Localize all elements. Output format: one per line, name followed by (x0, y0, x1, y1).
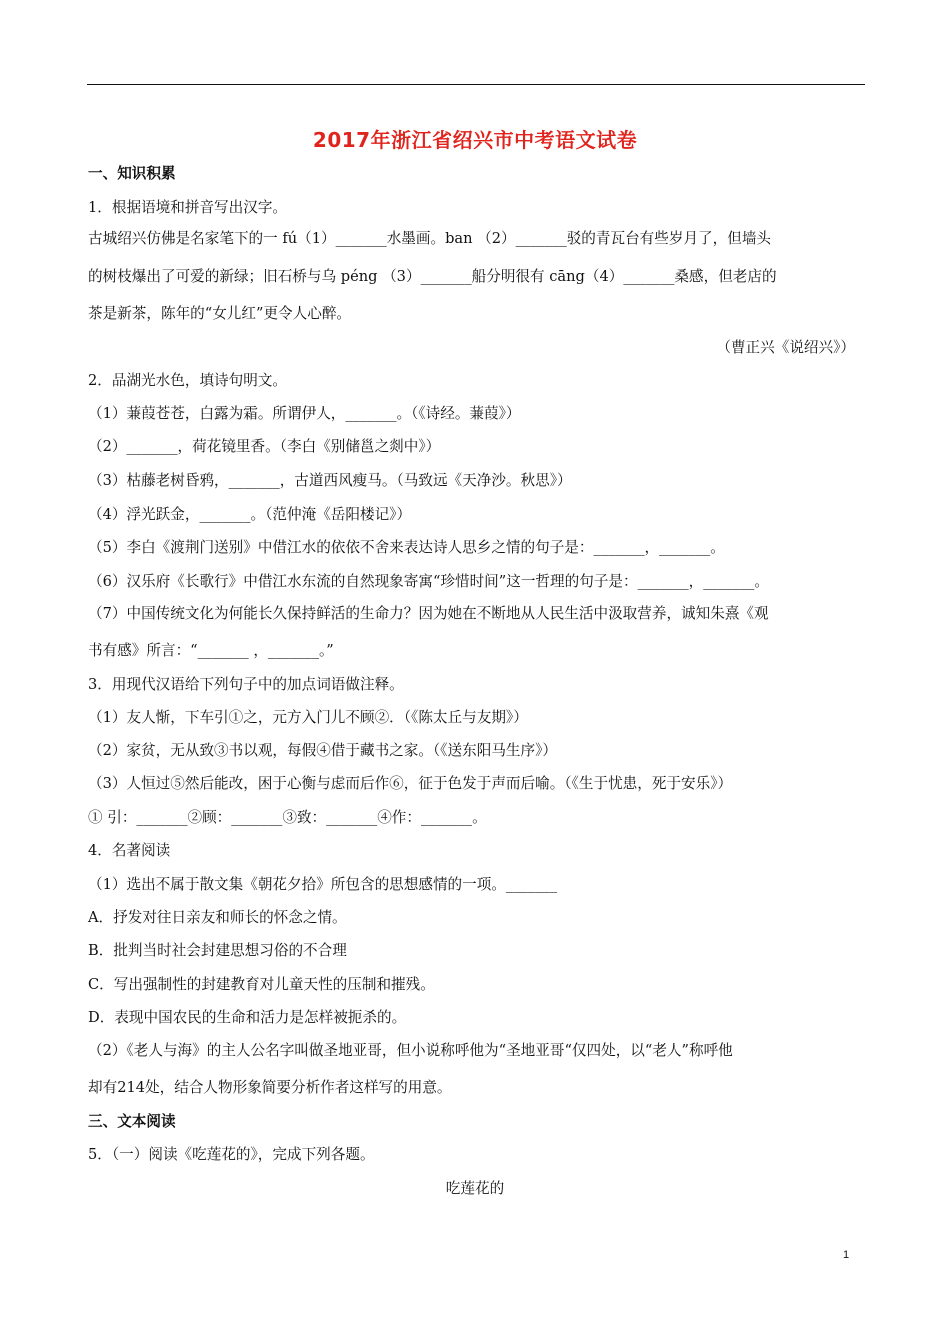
page-number: 1 (843, 1249, 850, 1261)
question-2-item-7-line-2: 书有感》所言：“_______ ，_______。” (88, 642, 334, 659)
question-4-option-c: C．写出强制性的封建教育对儿童天性的压制和摧残。 (88, 976, 435, 993)
question-4-item-2-line-2: 却有214处，结合人物形象简要分析作者这样写的用意。 (88, 1079, 452, 1096)
header-rule (87, 84, 865, 85)
question-1-title: 1．根据语境和拼音写出汉字。 (88, 199, 288, 216)
question-2-item-6: （6）汉乐府《长歌行》中借江水东流的自然现象寄寓“珍惜时间”这一哲理的句子是：_______，_______。 (88, 573, 769, 590)
question-2-item-7-line-1: （7）中国传统文化为何能长久保持鲜活的生命力？因为她在不断地从人民生活中汲取营养，诚知朱熹《观 (88, 605, 769, 622)
question-4-option-d: D．表现中国农民的生命和活力是怎样被扼杀的。 (88, 1009, 407, 1026)
question-2-item-1: （1）蒹葭苍苍，白露为霜。所谓伊人，_______。（《诗经。蒹葭》） (88, 405, 521, 422)
passage-heading: 吃莲花的 (445, 1180, 505, 1197)
section-heading-1: 一、知识积累 (88, 165, 176, 182)
section-heading-3: 三、文本阅读 (88, 1113, 176, 1130)
page-title: 2017年浙江省绍兴市中考语文试卷 (312, 128, 638, 152)
question-5-title: 5．（一）阅读《吃莲花的》，完成下列各题。 (88, 1146, 375, 1163)
question-4-option-a: A．抒发对往日亲友和师长的怀念之情。 (88, 909, 347, 926)
question-1-source: （曹正兴《说绍兴》） (716, 339, 855, 356)
question-4-option-b: B．批判当时社会封建思想习俗的不合理 (88, 942, 347, 959)
question-1-line-2: 的树枝爆出了可爱的新绿；旧石桥与乌 péng （3）_______船分明很有 cāng（4）_______桑感，但老店的 (88, 268, 777, 285)
question-2-item-3: （3）枯藤老树昏鸦，_______，古道西风瘦马。（马致远《天净沙。秋思》） (88, 472, 572, 489)
question-4-item-2-line-1: （2）《老人与海》的主人公名字叫做圣地亚哥，但小说称呼他为“圣地亚哥“仅四处，以“老人”称呼他 (88, 1042, 733, 1059)
question-3-title: 3．用现代汉语给下列句子中的加点词语做注释。 (88, 676, 404, 693)
question-3-item-3: （3）人恒过⑤然后能改，困于心衡与虑而后作⑥，征于色发于声而后喻。（《生于忧患，死于安乐》） (88, 775, 733, 792)
question-1-line-3: 茶是新茶，陈年的“女儿红”更令人心醉。 (88, 305, 352, 322)
question-4-title: 4．名著阅读 (88, 842, 171, 859)
question-1-line-1: 古城绍兴仿佛是名家笔下的一 fú（1）_______水墨画。ban （2）_______驳的青瓦台有些岁月了，但墙头 (88, 230, 772, 247)
question-2-title: 2．品湖光水色，填诗句明文。 (88, 372, 288, 389)
question-4-item-1: （1）选出不属于散文集《朝花夕拾》所包含的思想感情的一项。_______ (88, 876, 557, 893)
question-3-item-1: （1）友人惭，下车引①之，元方入门儿不顾②．（《陈太丘与友期》） (88, 709, 528, 726)
question-2-item-4: （4）浮光跃金，_______。（范仲淹《岳阳楼记》） (88, 506, 412, 523)
question-3-item-2: （2）家贫，无从致③书以观，每假④借于藏书之家。（《送东阳马生序》） (88, 742, 557, 759)
question-3-answers: ① 引：_______②顾：_______③致：_______④作：_______。 (88, 809, 487, 826)
question-2-item-5: （5）李白《渡荆门送别》中借江水的依依不舍来表达诗人思乡之情的句子是：_______，_______。 (88, 539, 725, 556)
question-2-item-2: （2）_______，荷花镜里香。（李白《别储邕之剡中》） (88, 438, 441, 455)
